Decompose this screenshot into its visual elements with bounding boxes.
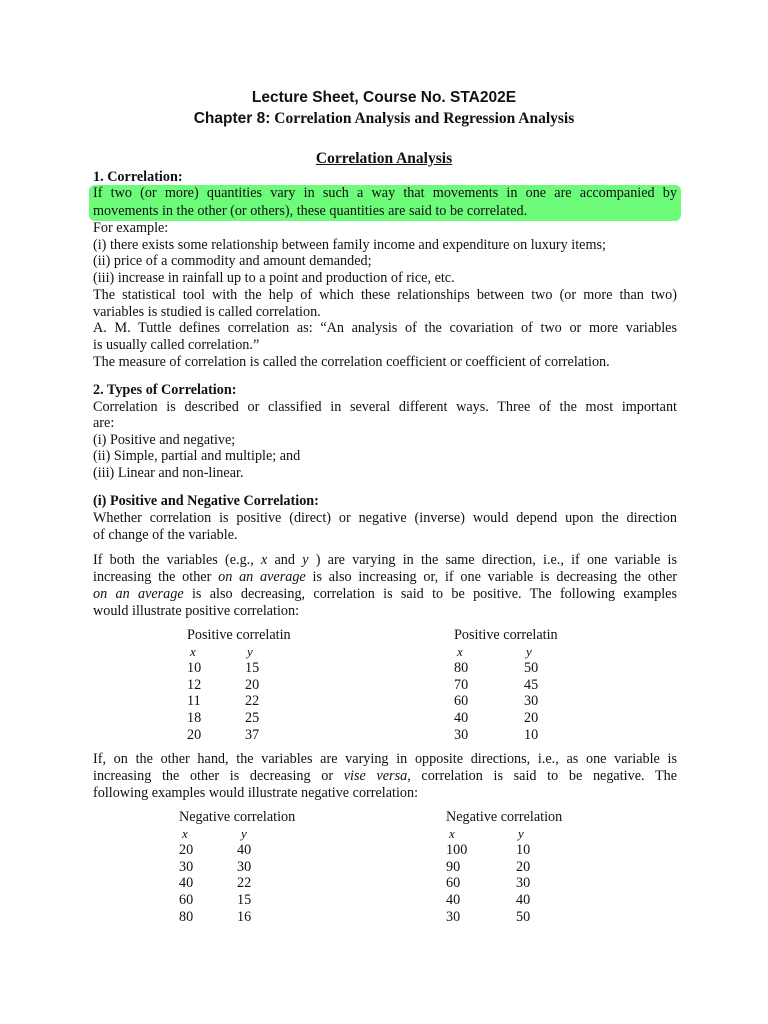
cell-y: 25 [245,709,260,726]
types-heading: 2. Types of Correlation: [93,382,237,398]
cell-y: 20 [516,858,531,875]
cell-x: 20 [179,842,194,859]
cell-x: 60 [179,891,194,908]
cell-x: 70 [454,676,469,693]
tuttle-line-2: is usually called correlation.” [93,337,260,353]
column-header-y: y [518,825,524,841]
chapter-number: Chapter 8: [193,110,271,127]
cell-x: 40 [179,875,194,892]
definition-line-1: If two (or more) quantities vary in such a way that movements in one are accompanied by [93,185,677,201]
column-header-y: y [247,643,253,659]
cell-y: 37 [245,726,260,743]
table-caption: Negative correlation [179,809,296,825]
table-caption: Positive correlatin [187,627,291,643]
cell-x: 60 [454,693,469,710]
positive-line-2: increasing the other on an average is also increasing or, if one variable is decreasing the other [93,569,678,585]
chapter-title [0,110,768,127]
column-header-x: x [190,643,196,659]
cell-x: 30 [446,908,461,925]
cell-y: 15 [245,660,260,677]
example-intro: For example: [93,220,169,236]
direction-line-2: of change of the variable. [93,527,238,543]
positive-line-1: If both the variables (e.g., x and y ) are varying in the same direction, i.e., if one variable is [93,552,677,568]
example-1: (i) there exists some relationship between family income and expenditure on luxury items; [93,237,606,253]
types-desc-2: are: [93,415,115,431]
negative-line-3: following examples would illustrate negative correlation: [93,785,419,801]
cell-x: 30 [179,858,194,875]
cell-y: 30 [516,875,531,892]
positive-line-3: on an average is also decreasing, correlation is said to be positive. The following examples [93,586,678,602]
cell-y: 16 [237,908,252,925]
tool-line-1: The statistical tool with the help of which these relationships between two (or more than two) [93,287,677,303]
cell-y: 30 [524,693,539,710]
cell-x: 10 [187,660,202,677]
course-title: Lecture Sheet, Course No. STA202E [251,89,517,106]
cell-y: 10 [524,726,539,743]
negative-table-2 [446,809,562,925]
cell-y: 50 [516,908,531,925]
column-header-y: y [526,643,532,659]
example-2: (ii) price of a commodity and amount demanded; [93,253,372,269]
measure-line: The measure of correlation is called the correlation coefficient or coefficient of correlation. [93,354,610,370]
definition-line-2: movements in the other (or others), these quantities are said to be correlated. [93,203,528,219]
cell-y: 20 [524,709,539,726]
cell-y: 50 [524,660,539,677]
cell-y: 45 [524,676,539,693]
positive-line-4: would illustrate positive correlation: [93,603,300,619]
tuttle-line-1: A. M. Tuttle defines correlation as: “An analysis of the covariation of two or more variables [93,320,677,336]
cell-y: 22 [237,875,252,892]
section-title: Correlation Analysis [315,150,453,167]
types-desc-1: Correlation is described or classified in several different ways. Three of the most important [93,399,677,415]
cell-x: 60 [446,875,461,892]
cell-y: 15 [237,891,252,908]
cell-x: 100 [446,842,468,859]
tool-line-2: variables is studied is called correlation. [93,304,321,320]
chapter-name: Correlation Analysis and Regression Analysis [274,110,575,127]
positive-table-2 [454,627,558,743]
cell-x: 12 [187,676,202,693]
cell-y: 22 [245,693,260,710]
column-header-x: x [457,643,463,659]
cell-y: 40 [237,842,252,859]
type-3: (iii) Linear and non-linear. [93,465,244,481]
table-caption: Negative correlation [446,809,563,825]
negative-line-1: If, on the other hand, the variables are varying in opposite directions, i.e., as one variable is [93,751,677,767]
cell-x: 20 [187,726,202,743]
pos-neg-heading: (i) Positive and Negative Correlation: [93,493,319,509]
cell-x: 40 [454,709,469,726]
cell-x: 90 [446,858,461,875]
cell-x: 30 [454,726,469,743]
negative-table-1 [179,809,295,925]
example-3: (iii) increase in rainfall up to a point and production of rice, etc. [93,270,455,286]
column-header-x: x [449,825,455,841]
cell-y: 40 [516,891,531,908]
column-header-x: x [182,825,188,841]
cell-y: 10 [516,842,531,859]
cell-x: 18 [187,709,202,726]
cell-x: 80 [454,660,469,677]
type-2: (ii) Simple, partial and multiple; and [93,448,301,464]
negative-line-2: increasing the other is decreasing or vise versa, correlation is said to be negative. The [93,768,678,784]
direction-line-1: Whether correlation is positive (direct) or negative (inverse) would depend upon the direction [93,510,677,526]
cell-x: 11 [187,693,201,710]
table-caption: Positive correlatin [454,627,558,643]
correlation-heading: 1. Correlation: [93,169,183,185]
column-header-y: y [241,825,247,841]
cell-y: 30 [237,858,252,875]
type-1: (i) Positive and negative; [93,432,236,448]
cell-x: 80 [179,908,194,925]
cell-y: 20 [245,676,260,693]
positive-table-1 [187,627,291,743]
cell-x: 40 [446,891,461,908]
